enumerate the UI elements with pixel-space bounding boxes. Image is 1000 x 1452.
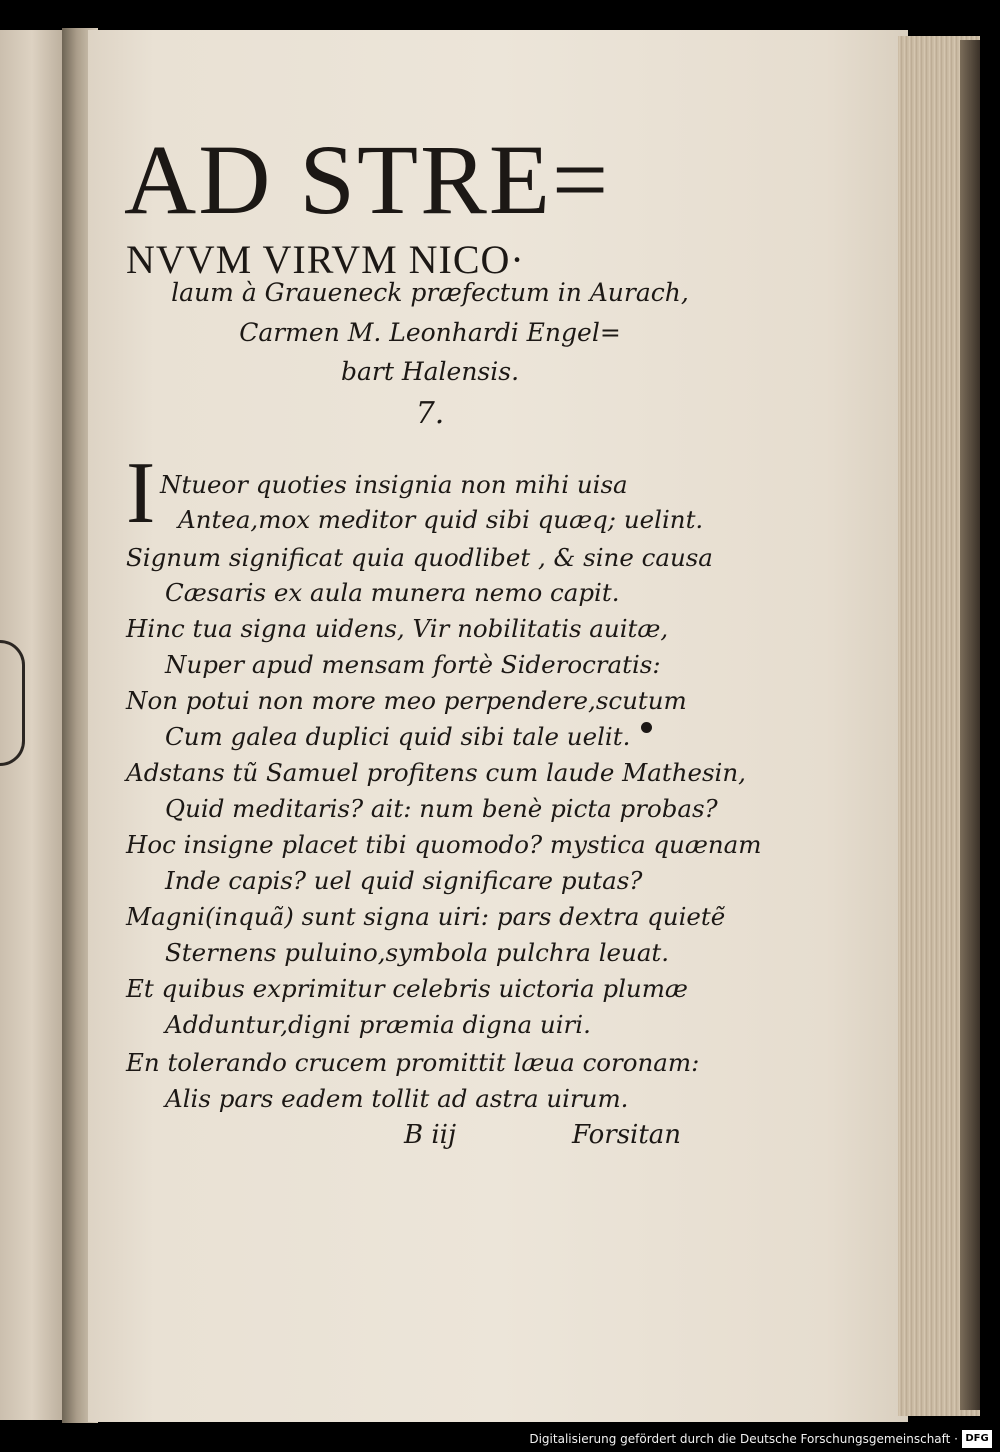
verse-line: Magni(inquã) sunt signa uiri: pars dextra quietẽ <box>126 902 726 931</box>
verse-line: Signum significat quia quodlibet , & sine causa <box>126 543 713 572</box>
verse-line: Inde capis? uel quid significare putas? <box>165 866 643 895</box>
heading-line-5: bart Halensis. <box>340 357 520 386</box>
verse-line: Adduntur,digni præmia digna uiri. <box>165 1010 591 1039</box>
funding-credit: Digitalisierung gefördert durch die Deutsche Forschungsgemeinschaft · <box>529 1432 958 1446</box>
verse-line: Antea,mox meditor quid sibi quæq; uelint. <box>178 505 704 534</box>
verse-line: Hinc tua signa uidens, Vir nobilitatis auitæ, <box>126 614 669 643</box>
verse-line: Non potui non more meo perpendere,scutum <box>126 686 687 715</box>
verse-line: Sternens puluino,symbola pulchra leuat. <box>165 938 670 967</box>
ink-dot <box>641 722 652 733</box>
signature-mark: B iij <box>404 1120 457 1150</box>
heading-line-2: NVVM VIRVM NICO· <box>126 237 525 282</box>
verse-line: En tolerando crucem promittit læua coronam: <box>126 1048 700 1077</box>
catchword: Forsitan <box>572 1120 682 1150</box>
verse-line: Nuper apud mensam fortè Siderocratis: <box>165 650 661 679</box>
left-page-ornament <box>0 640 25 766</box>
verse-line: Cum galea duplici quid sibi tale uelit. <box>165 722 631 751</box>
verse-line: Ntueor quoties insignia non mihi uisa <box>160 470 628 499</box>
verse-line: Quid meditaris? ait: num benè picta probas? <box>165 794 718 823</box>
heading-line-1: AD STRE= <box>124 124 611 235</box>
dfg-logo: DFG <box>962 1430 992 1448</box>
verse-line: Et quibus exprimitur celebris uictoria plumæ <box>126 974 688 1003</box>
verse-line: Adstans tũ Samuel profitens cum laude Mathesin, <box>126 758 746 787</box>
verse-line: Alis pars eadem tollit ad astra uirum. <box>165 1084 629 1113</box>
verse-line: Hoc insigne placet tibi quomodo? mystica quænam <box>126 830 762 859</box>
heading-line-4: Carmen M. Leonhardi Engel= <box>239 318 621 347</box>
poem-number: 7. <box>415 396 445 431</box>
book-cover-edge <box>960 40 980 1410</box>
drop-cap: I <box>126 445 156 542</box>
verse-line: Cæsaris ex aula munera nemo capit. <box>165 578 620 607</box>
heading-line-3: laum à Graueneck præfectum in Aurach, <box>171 278 689 307</box>
